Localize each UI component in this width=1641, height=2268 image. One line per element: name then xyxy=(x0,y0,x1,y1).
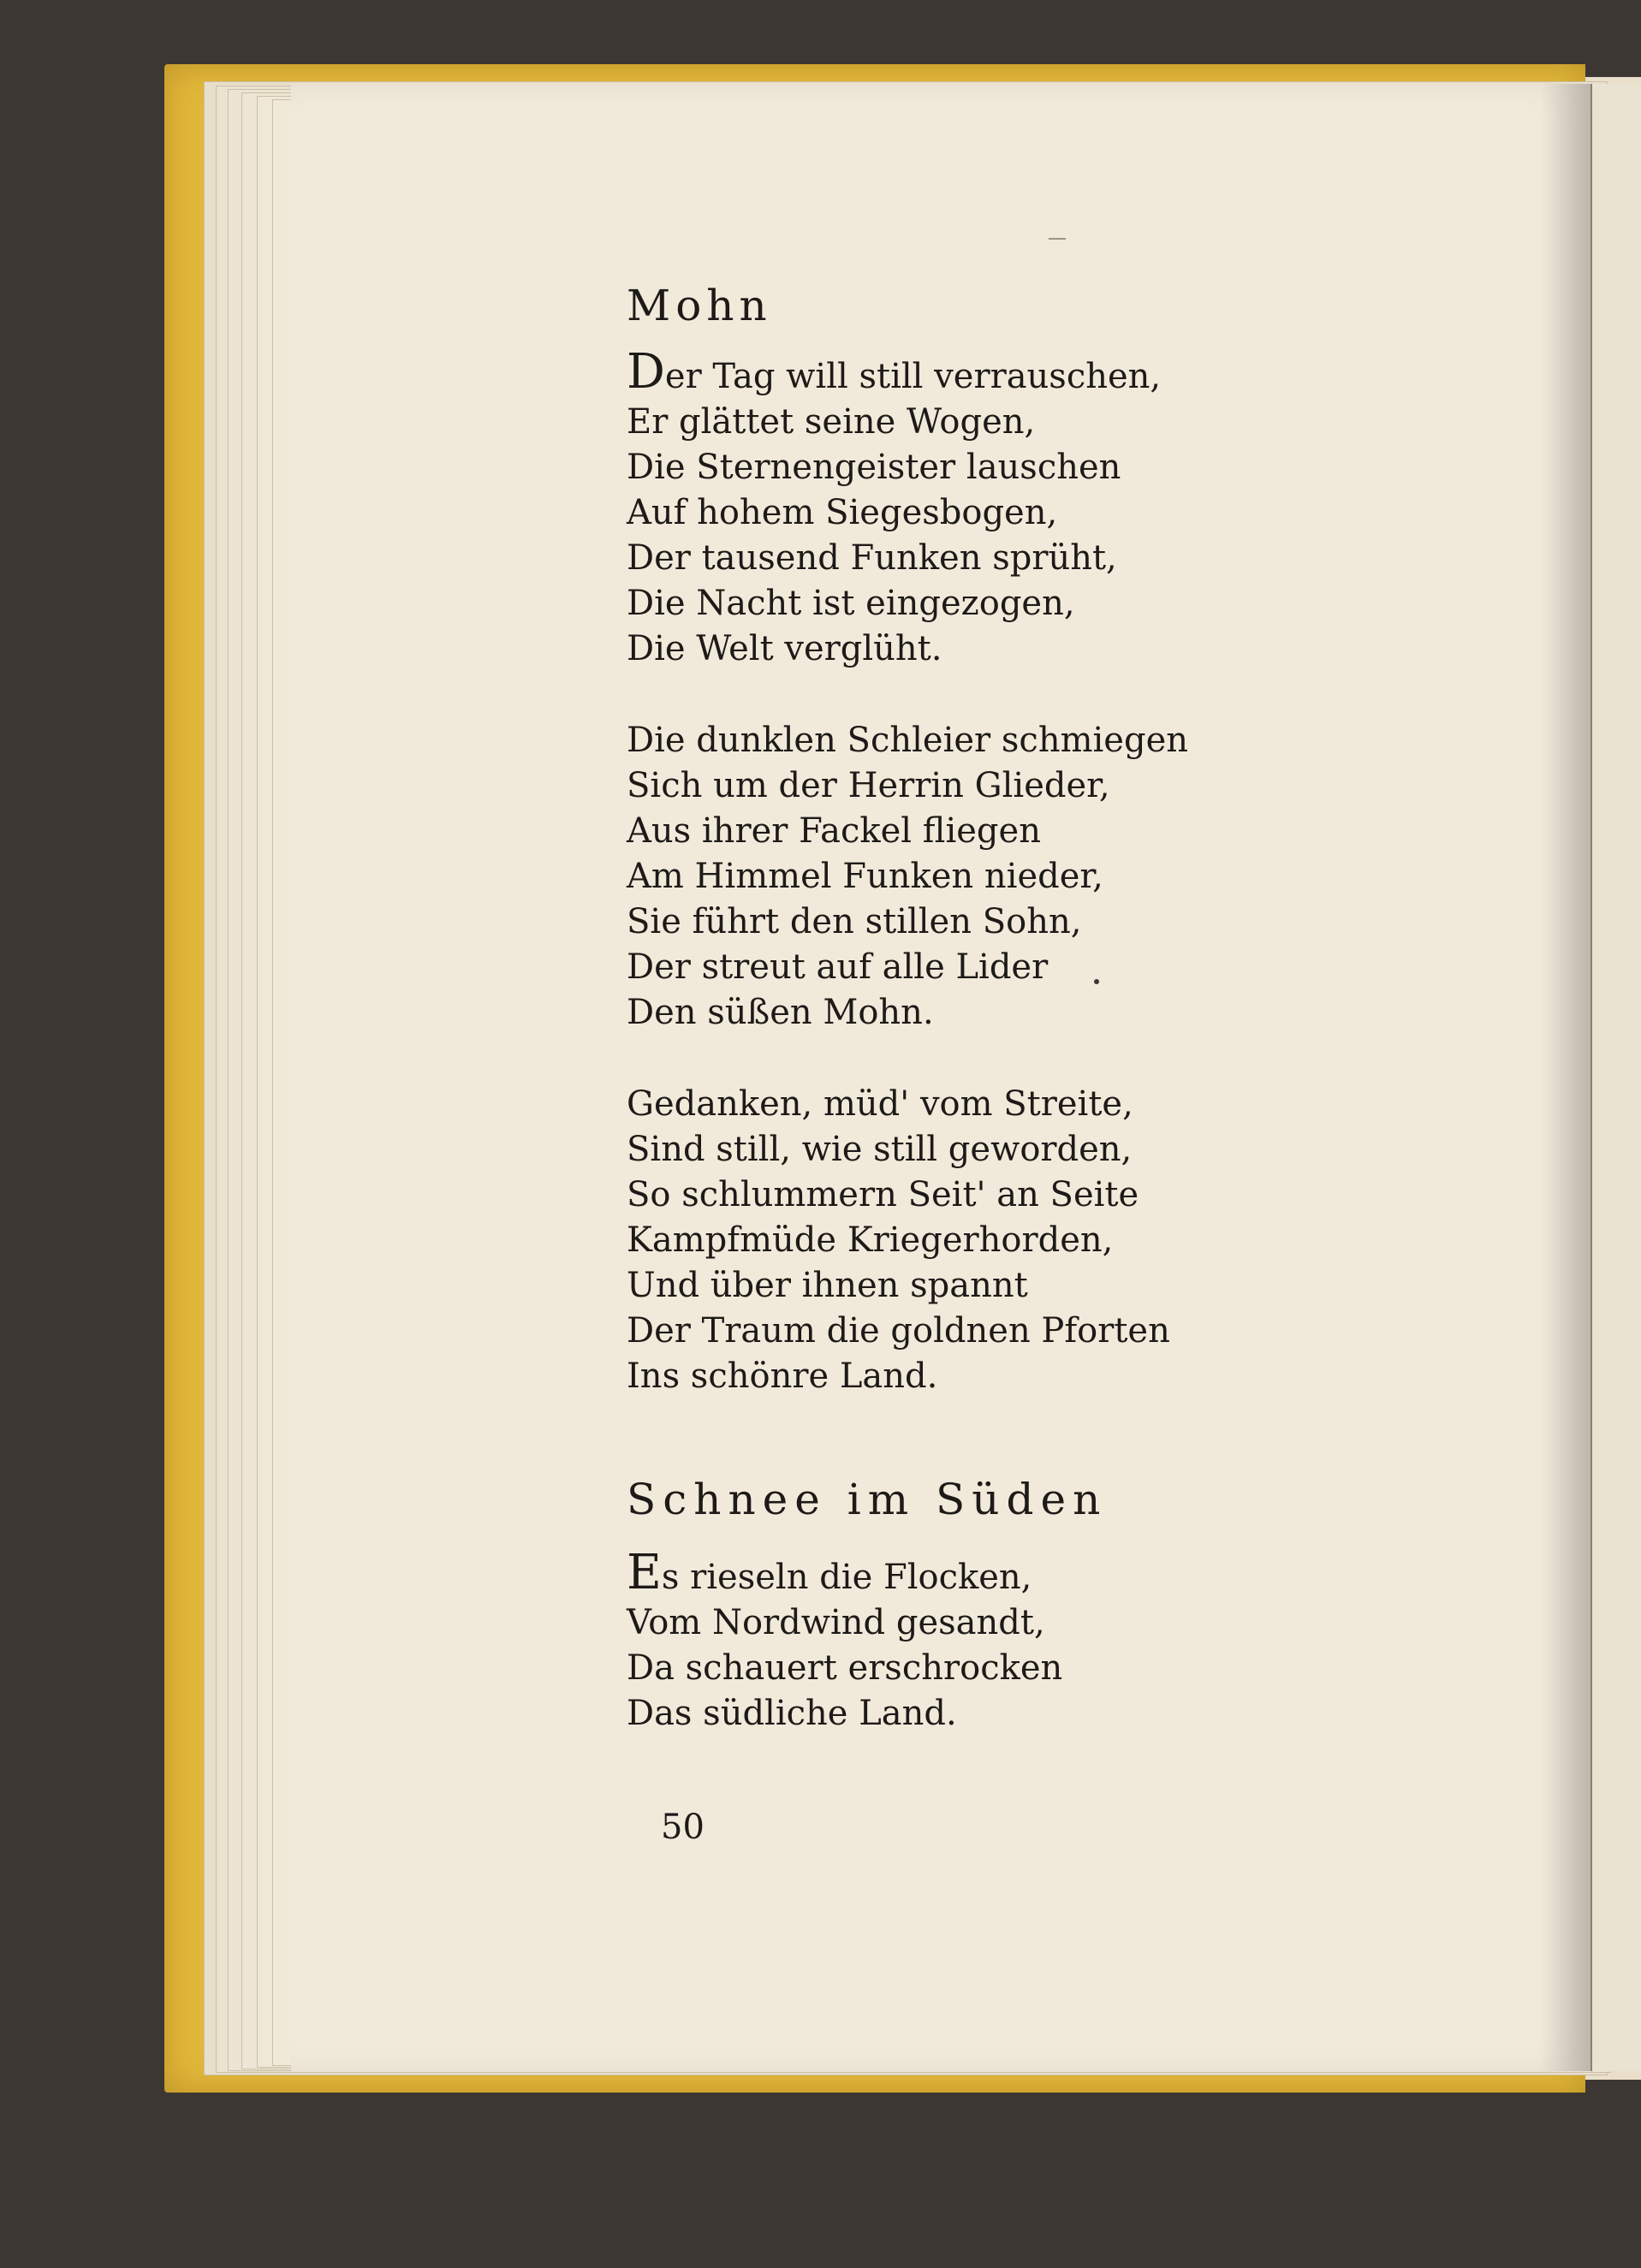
verse-line: Ins schönre Land. xyxy=(627,1357,938,1396)
verse-line: Sie führt den stillen Sohn, xyxy=(627,902,1082,941)
verse-line: Am Himmel Funken nieder, xyxy=(627,857,1103,896)
stanza xyxy=(627,1082,1174,1399)
stanza xyxy=(627,344,1174,672)
stanza xyxy=(627,1545,1174,1737)
gutter-shadow xyxy=(1541,84,1592,2071)
verse-line: Aus ihrer Fackel fliegen xyxy=(627,811,1041,851)
verse-line: Da schauert erschrocken xyxy=(627,1648,1063,1688)
verse-line: Auf hohem Siegesbogen, xyxy=(627,493,1058,532)
verse-line: Und über ihnen spannt xyxy=(627,1266,1028,1305)
verse-line: Sind still, wie still geworden, xyxy=(627,1130,1133,1169)
verse-line: Der tausend Funken sprüht, xyxy=(627,538,1117,578)
verse-line: Der Tag will still verrauschen, xyxy=(627,344,1162,400)
verse-line: Die dunklen Schleier schmiegen xyxy=(627,721,1189,760)
printer-mark xyxy=(1049,238,1066,240)
page-number: 50 xyxy=(661,1808,705,1847)
verse-line: Der Traum die goldnen Pforten xyxy=(627,1311,1170,1351)
verse-line: Er glättet seine Wogen, xyxy=(627,402,1036,442)
poem-title: Schnee im Süden xyxy=(627,1475,1108,1524)
verse-line: Den süßen Mohn. xyxy=(627,993,934,1032)
poem-text-block xyxy=(627,279,1189,1783)
verse-line: So schlummern Seit' an Seite xyxy=(627,1175,1139,1214)
verse-line: Es rieseln die Flocken, xyxy=(627,1545,1032,1600)
verse-line: Kampfmüde Kriegerhorden, xyxy=(627,1220,1114,1260)
verse-line: Die Nacht ist eingezogen, xyxy=(627,584,1075,623)
verse-line: Sich um der Herrin Glieder, xyxy=(627,766,1110,805)
stanza xyxy=(627,718,1189,1036)
verse-line: Der streut auf alle Lider xyxy=(627,947,1049,987)
poem-title: Mohn xyxy=(627,281,772,330)
verse-line: Gedanken, müd' vom Streite, xyxy=(627,1084,1133,1124)
verse-line: Das südliche Land. xyxy=(627,1694,957,1733)
verse-line: Die Welt verglüht. xyxy=(627,629,942,668)
verse-line: Vom Nordwind gesandt, xyxy=(627,1603,1045,1642)
verse-line: Die Sternengeister lauschen xyxy=(627,448,1121,487)
facing-page xyxy=(1590,84,1641,2071)
